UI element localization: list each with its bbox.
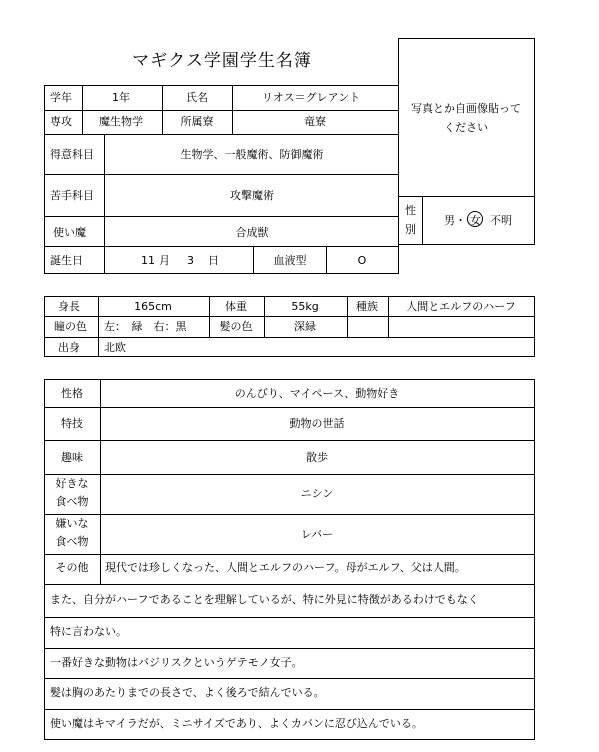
birth-month: 11 [141,254,155,267]
gender-unknown: 不明 [490,214,512,227]
gender-female: 女 [470,214,481,227]
eye-color-value: 左： 緑 右：黒 [104,320,187,333]
major-label: 専攻 [50,115,72,128]
hair-color-value: 深緑 [294,320,316,333]
grade-value: 1年 [112,91,130,104]
gender-male: 男・ [444,214,466,227]
favorite-food-label-2: 食べ物 [55,495,89,508]
page-title: マギクス学園学生名簿 [132,51,312,71]
good-subject-value: 生物学、一般魔術、防御魔術 [180,148,324,161]
origin-label: 出身 [58,341,80,354]
birth-day: 3 [187,254,194,267]
height-label: 身長 [58,300,80,313]
hair-color-label: 髪の色 [219,320,253,333]
disliked-food-label: 嫌いな [55,517,89,530]
hobby-value: 散歩 [306,451,328,464]
dorm-value: 竜寮 [304,115,326,128]
race-value: 人間とエルフのハーフ [406,300,516,313]
eye-color-label: 瞳の色 [54,320,87,333]
photo-instruction-2: ください [444,121,488,134]
hobby-label: 趣味 [61,451,83,464]
bad-subject-label: 苦手科目 [50,189,94,202]
day-unit: 日 [208,254,219,267]
personality-value: のんびり、マイペース、動物好き [234,387,400,400]
skill-value: 動物の世話 [289,417,345,430]
personality-label: 性格 [61,387,83,400]
weight-label: 体重 [225,300,247,313]
disliked-food-value: レバー [300,528,334,541]
familiar-label: 使い魔 [53,226,86,239]
familiar-value: 合成獣 [235,226,269,239]
dorm-label: 所属寮 [180,115,214,128]
disliked-food-label-2: 食べ物 [55,535,89,548]
bad-subject-value: 攻撃魔術 [230,189,274,202]
gender-label-2: 別 [405,223,416,236]
other-label: その他 [55,561,89,574]
note-line: また、自分がハーフであることを理解しているが、特に外見に特徴があるわけでもなく [50,593,479,606]
photo-box [398,38,535,245]
grade-label: 学年 [50,91,72,104]
race-label: 種族 [356,300,378,313]
origin-value: 北欧 [104,341,126,354]
other-value: 現代では珍しくなった、人間とエルフのハーフ。母がエルフ、父は人間。 [105,561,466,574]
blood-type-value: O [357,254,367,267]
name-label: 氏名 [186,91,208,104]
month-unit: 月 [159,254,170,267]
height-value: 165cm [134,300,172,313]
note-line: 一番好きな動物はバジリスクというゲテモノ女子。 [50,656,303,669]
note-line: 特に言わない。 [50,625,127,638]
favorite-food-label: 好きな [55,477,89,490]
major-value: 魔生物学 [99,115,143,128]
name-value: リオス＝グレアント [261,91,361,104]
blood-type-label: 血液型 [273,254,307,267]
birthday-label: 誕生日 [50,254,83,267]
favorite-food-value: ニシン [300,487,334,500]
photo-instruction: 写真とか自画像貼って [411,102,521,115]
note-line: 使い魔はキマイラだが、ミニサイズであり、よくカバンに忍び込んでいる。 [50,717,423,730]
skill-label: 特技 [61,417,83,430]
good-subject-label: 得意科目 [50,148,94,161]
gender-label: 性 [405,204,416,217]
note-line: 髪は胸のあたりまでの長さで、よく後ろで結んでいる。 [50,686,325,699]
weight-value: 55kg [291,300,319,313]
